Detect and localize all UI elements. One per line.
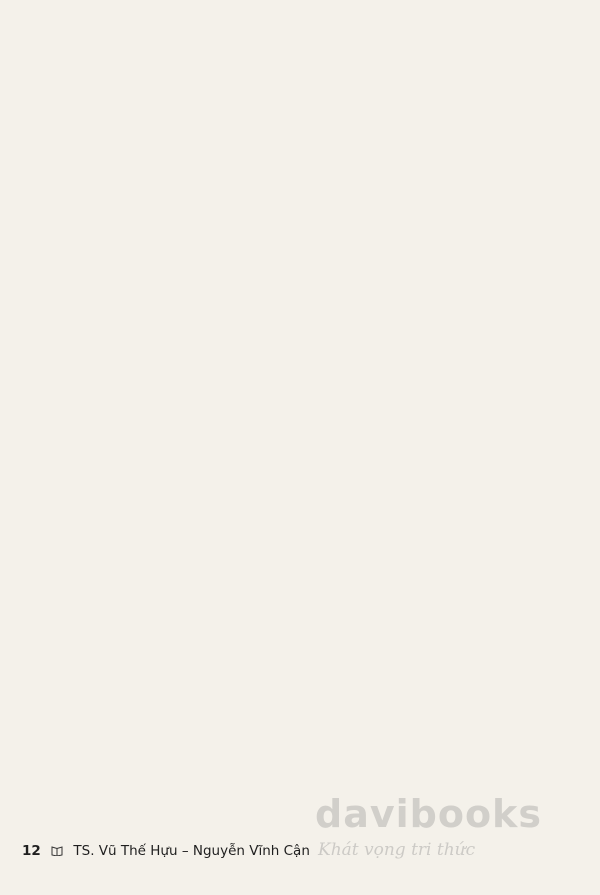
page-footer (22, 843, 310, 859)
watermark-slogan: Khát vọng tri thức (318, 840, 476, 860)
book-icon (51, 846, 63, 856)
watermark-brand: davibooks (315, 792, 542, 836)
page-number: 12 (22, 843, 41, 859)
authors: TS. Vũ Thế Hựu – Nguyễn Vĩnh Cận (73, 843, 310, 859)
